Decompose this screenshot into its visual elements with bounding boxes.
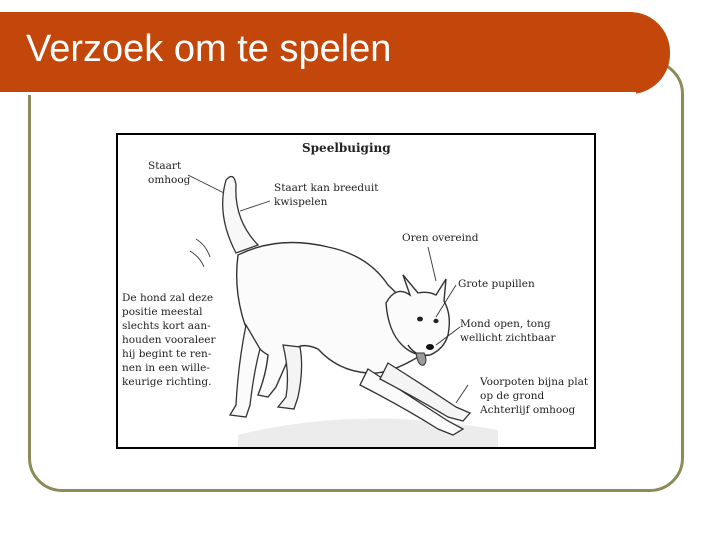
label-tail-wag: Staart kan breeduit kwispelen	[274, 182, 379, 208]
label-pupils: Grote pupillen	[458, 278, 535, 290]
label-tail-up: Staart omhoog	[148, 160, 191, 186]
wag-line	[196, 239, 210, 257]
dog-tongue	[416, 353, 426, 365]
label-position: De hond zal deze positie meestal slechts kort aan- houden vooraleer hij begint te ren- nen in een wille- keurige richting.	[122, 292, 216, 388]
dog-eye	[417, 317, 423, 322]
pointer-line	[428, 247, 436, 281]
label-rear: Achterlijf omhoog	[480, 404, 576, 416]
dog-eye	[433, 319, 438, 323]
play-bow-figure	[116, 133, 596, 449]
label-mouth: Mond open, tong wellicht zichtbaar	[460, 318, 556, 344]
pointer-line	[240, 201, 270, 211]
label-ears: Oren overeind	[402, 232, 479, 244]
label-front-legs: Voorpoten bijna plat op de grond	[480, 376, 589, 402]
dog-tail	[223, 176, 258, 253]
figure-heading: Speelbuiging	[302, 141, 391, 155]
title-underline	[0, 92, 636, 95]
pointer-line	[456, 385, 468, 403]
slide-title: Verzoek om te spelen	[26, 28, 392, 70]
dog-nose	[426, 344, 434, 350]
pointer-line	[188, 175, 224, 193]
wag-line	[190, 251, 204, 267]
ground-shadow	[238, 419, 498, 447]
